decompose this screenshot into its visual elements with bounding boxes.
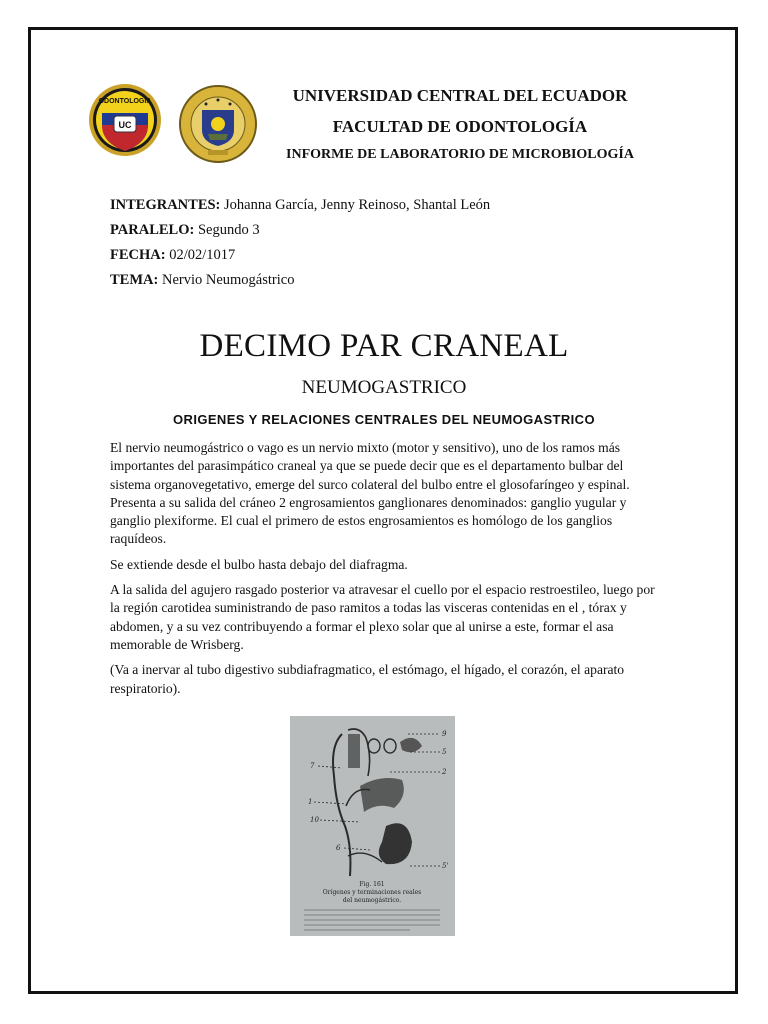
figure-label-5-prime: 5' (442, 862, 449, 870)
paragraph-3: A la salida del agujero rasgado posterior va atravesar el cuello por el espacio restroestileo, luego por la región carotidea suministrando de paso ramitos a todas las visceras contenidas en el , tórax y abdomen, y a su vez contribuyendo a formar el plexo solar que al unirse a este, formar el asa memorable de Wrisberg. (110, 582, 655, 652)
section-heading: ORIGENES Y RELACIONES CENTRALES DEL NEUMOGASTRICO (173, 412, 595, 427)
anatomy-illustration (290, 716, 455, 936)
logo-initials: UC (118, 120, 132, 130)
paralelo-value: Segundo 3 (194, 222, 260, 238)
figure-label-10: 10 (310, 816, 319, 824)
figure-label-7: 7 (310, 762, 315, 770)
fecha-label: FECHA: (110, 247, 166, 263)
faculty-name: FACULTAD DE ODONTOLOGÍA (332, 117, 588, 136)
logo-text: ODONTOLOGIA (98, 98, 152, 105)
figure-caption-line1: Orígenes y terminaciones reales (322, 889, 422, 896)
fecha-line (110, 247, 235, 264)
figure-caption-line2: del neumogástrico. (342, 897, 402, 904)
university-name: UNIVERSIDAD CENTRAL DEL ECUADOR (292, 86, 628, 105)
tema-line (110, 272, 294, 289)
paragraph-4: (Va a inervar al tubo digestivo subdiafragmatico, el estómago, el hígado, el corazón, el aparato respiratorio). (110, 662, 625, 696)
figure-caption-title: Fig. 161 (359, 881, 385, 888)
body-text (110, 439, 660, 705)
paragraph-2: Se extiende desde el bulbo hasta debajo del diafragma. (110, 556, 408, 572)
figure-label-6: 6 (336, 844, 341, 852)
tema-label: TEMA: (110, 272, 159, 288)
integrantes-value: Johanna García, Jenny Reinoso, Shantal León (220, 197, 491, 213)
anatomy-figure (290, 716, 455, 936)
odontologia-logo (88, 83, 162, 157)
figure-label-9: 9 (442, 730, 447, 738)
paralelo-label: PARALELO: (110, 222, 195, 238)
tema-value: Nervio Neumogástrico (158, 272, 295, 288)
paralelo-line (110, 222, 260, 239)
integrantes-line (110, 197, 490, 214)
figure-label-2: 2 (442, 768, 447, 776)
fecha-value: 02/02/1017 (165, 247, 236, 263)
figure-label-1: 1 (308, 798, 313, 806)
report-title: INFORME DE LABORATORIO DE MICROBIOLOGÍA (286, 147, 634, 162)
figure-label-5: 5 (442, 748, 447, 756)
document-title: DECIMO PAR CRANEAL (199, 328, 569, 364)
paragraph-1: El nervio neumogástrico o vago es un nervio mixto (motor y sensitivo), uno de los ramos más importantes del parasimpático craneal ya que se puede decir que es el departamento bulbar del sistema organovegetativo, emerge del surco colateral del bulbo entre el glosofaríngeo y espinal. Presenta a su salida del cráneo 2 engrosamientos ganglionares denominados: ganglio yugular y ganglio plexiforme. El cual el primero de estos engrosamientos es homólogo de los ganglios raquídeos. (110, 440, 630, 547)
document-subtitle: NEUMOGASTRICO (301, 377, 467, 398)
integrantes-label: INTEGRANTES: (110, 197, 221, 213)
